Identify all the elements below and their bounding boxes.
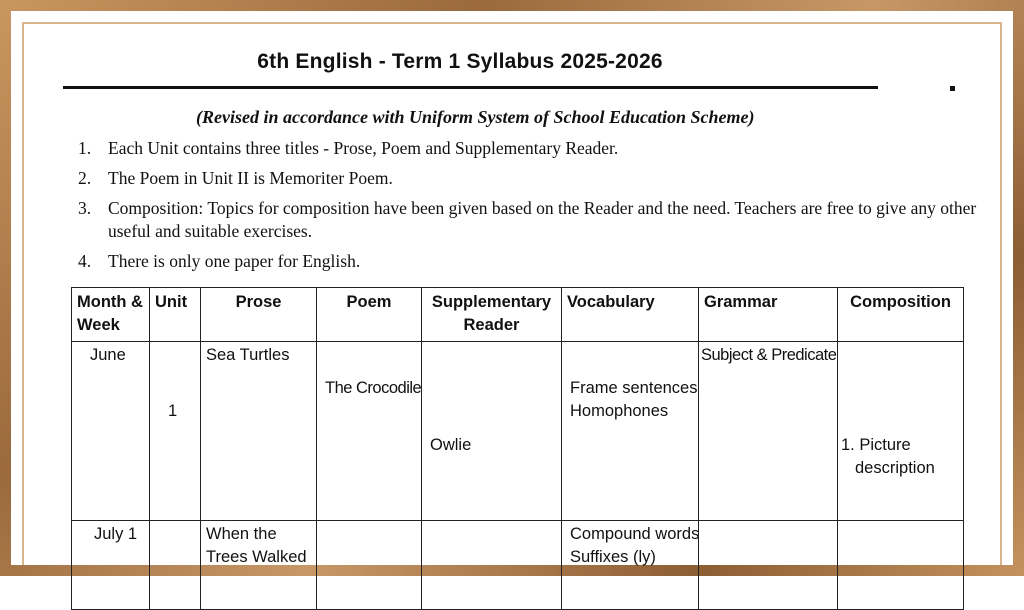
note-item — [78, 197, 978, 243]
table-row — [72, 521, 964, 610]
cell-supplementary — [422, 342, 562, 521]
vocabulary-line: Suffixes (ly) — [570, 548, 656, 566]
cell-vocabulary — [562, 342, 699, 521]
notes-list — [78, 137, 978, 280]
grammar-text: Subject & Predicate — [701, 346, 837, 364]
note-text: Each Unit contains three titles - Prose, Poem and Supplementary Reader. — [108, 138, 619, 158]
note-text: Composition: Topics for composition have been given based on the Reader and the need. Teachers are free to give any other useful and suitable exercises. — [108, 198, 977, 241]
month-text: July 1 — [94, 525, 138, 543]
header-vocabulary: Vocabulary — [562, 288, 699, 342]
composition-line: 1. Picture — [841, 436, 911, 454]
note-number: 1. — [78, 138, 92, 158]
note-text: There is only one paper for English. — [108, 251, 361, 271]
header-supplementary-reader: Supplementary Reader — [422, 288, 562, 342]
prose-text: Sea Turtles — [206, 346, 290, 364]
note-item — [78, 250, 978, 273]
header-composition: Composition — [838, 288, 964, 342]
prose-line: Trees Walked — [206, 548, 307, 566]
title-rule-dot — [950, 86, 955, 91]
cell-poem — [317, 342, 422, 521]
header-month-week: Month & Week — [72, 288, 150, 342]
cell-vocabulary — [562, 521, 699, 610]
document-title: 6th English - Term 1 Syllabus 2025-2026 — [257, 50, 663, 73]
cell-prose — [201, 521, 317, 610]
note-item — [78, 137, 978, 160]
header-grammar: Grammar — [699, 288, 838, 342]
cell-prose — [201, 342, 317, 521]
cell-grammar — [699, 521, 838, 610]
note-number: 4. — [78, 251, 92, 271]
cell-month — [72, 342, 150, 521]
vocabulary-line: Frame sentences — [570, 379, 698, 397]
poem-text: The Crocodile — [325, 379, 422, 397]
month-text: June — [90, 346, 126, 364]
cell-unit — [150, 342, 201, 521]
vocabulary-line: Compound words — [570, 525, 700, 543]
syllabus-table — [71, 287, 964, 610]
vocabulary-line: Homophones — [570, 402, 669, 420]
cell-poem — [317, 521, 422, 610]
unit-text: 1 — [168, 402, 178, 420]
cell-grammar — [699, 342, 838, 521]
cell-composition — [838, 521, 964, 610]
composition-line: description — [855, 459, 935, 477]
cell-supplementary — [422, 521, 562, 610]
cell-unit — [150, 521, 201, 610]
header-prose: Prose — [201, 288, 317, 342]
title-underline — [63, 86, 878, 89]
table-row — [72, 342, 964, 521]
cell-month — [72, 521, 150, 610]
document-subtitle: (Revised in accordance with Uniform System of School Education Scheme) — [196, 107, 755, 127]
note-text: The Poem in Unit II is Memoriter Poem. — [108, 168, 393, 188]
prose-line: When the — [206, 525, 277, 543]
table-header-row — [72, 288, 964, 342]
note-number: 2. — [78, 168, 92, 188]
header-unit: Unit — [150, 288, 201, 342]
supplementary-text: Owlie — [430, 436, 472, 454]
note-number: 3. — [78, 198, 92, 218]
note-item — [78, 167, 978, 190]
header-poem: Poem — [317, 288, 422, 342]
cell-composition — [838, 342, 964, 521]
